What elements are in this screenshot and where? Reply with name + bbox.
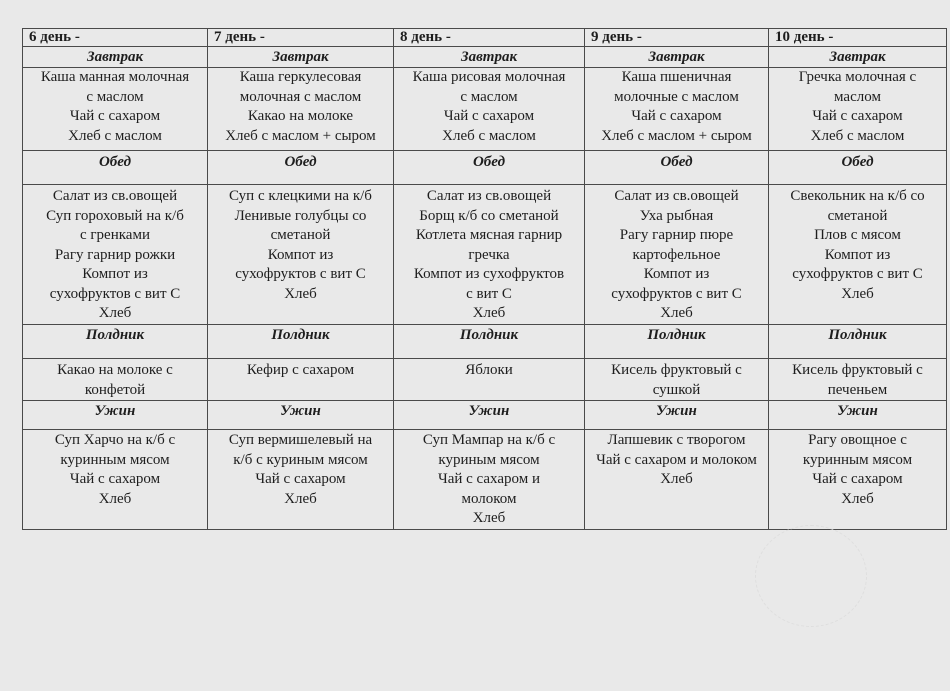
- menu-item: Ленивые голубцы со: [234, 207, 367, 224]
- menu-item: Хлеб с маслом: [442, 127, 536, 144]
- menu-item: Чай с сахаром: [812, 471, 903, 487]
- breakfast-cell: [23, 68, 208, 151]
- dinner-title: Ужин: [585, 401, 769, 430]
- snack-cell: [208, 359, 394, 401]
- dinner-cell: [585, 430, 769, 530]
- lunch-header-row: [23, 151, 947, 185]
- snack-cell: [769, 359, 947, 401]
- menu-item: к/б с куриным мясом: [233, 451, 368, 468]
- menu-item: Чай с сахаром: [255, 471, 346, 487]
- menu-item: Борщ к/б со сметаной: [419, 207, 559, 224]
- menu-item: Хлеб с маслом + сыром: [601, 127, 752, 144]
- menu-item: Компот из: [643, 266, 710, 282]
- dinner-title: Ужин: [208, 401, 394, 430]
- menu-item: Каша геркулесовая: [239, 69, 362, 85]
- menu-item: Рагу гарнир пюре: [619, 227, 734, 243]
- dinner-title: Ужин: [23, 401, 208, 430]
- menu-item: маслом: [834, 88, 881, 105]
- snack-cell: [23, 359, 208, 401]
- faint-stamp-mark: [755, 525, 867, 627]
- dinner-cell: [769, 430, 947, 530]
- menu-item: Каша пшеничная: [621, 69, 732, 85]
- menu-item: Суп вермишелевый на: [228, 432, 373, 448]
- breakfast-cell: [208, 68, 394, 151]
- menu-item: Компот из сухофруктов: [413, 266, 565, 282]
- snack-title: Полдник: [23, 325, 208, 359]
- menu-item: сухофруктов с вит С: [792, 266, 923, 282]
- snack-title: Полдник: [208, 325, 394, 359]
- day-label: 7 день -: [208, 29, 394, 47]
- menu-item: Хлеб с маслом + сыром: [225, 127, 376, 144]
- menu-item: Хлеб: [98, 490, 132, 507]
- menu-item: сметаной: [270, 227, 331, 243]
- menu-item: Чай с сахаром: [812, 108, 903, 124]
- lunch-cell: [585, 185, 769, 325]
- menu-item: куриным мясом: [438, 451, 540, 468]
- lunch-title: Обед: [769, 151, 947, 185]
- breakfast-cell: [394, 68, 585, 151]
- day-label: 9 день -: [585, 29, 769, 47]
- dinner-cell: [394, 430, 585, 530]
- breakfast-items-row: [23, 68, 947, 151]
- dinner-header-row: [23, 401, 947, 430]
- menu-item: Каша рисовая молочная: [412, 69, 566, 85]
- menu-item: Салат из св.овощей: [614, 188, 739, 204]
- menu-item: Кисель фруктовый с: [611, 362, 742, 378]
- breakfast-header-row: [23, 47, 947, 68]
- day-label: 8 день -: [394, 29, 585, 47]
- menu-item: с вит С: [466, 285, 512, 302]
- menu-item: Кисель фруктовый с: [792, 362, 923, 378]
- breakfast-title: Завтрак: [23, 47, 208, 68]
- menu-item: картофельное: [632, 246, 721, 263]
- menu-item: сухофруктов с вит С: [235, 266, 366, 282]
- snack-title: Полдник: [394, 325, 585, 359]
- menu-item: Суп Харчо на к/б с: [54, 432, 176, 448]
- day-label: 6 день -: [23, 29, 208, 47]
- menu-item: печеньем: [827, 381, 888, 398]
- lunch-cell: [769, 185, 947, 325]
- day-label: 10 день -: [769, 29, 947, 47]
- snack-title: Полдник: [585, 325, 769, 359]
- breakfast-title: Завтрак: [208, 47, 394, 68]
- lunch-items-row: [23, 185, 947, 325]
- breakfast-title: Завтрак: [394, 47, 585, 68]
- menu-item: Хлеб: [660, 305, 693, 321]
- menu-item: Хлеб с маслом: [68, 127, 162, 144]
- menu-item: Компот из: [267, 246, 334, 263]
- menu-item: Суп гороховый на к/б: [46, 207, 184, 224]
- menu-item: куринным мясом: [802, 451, 913, 468]
- dinner-title: Ужин: [394, 401, 585, 430]
- menu-item: Компот из: [82, 266, 148, 282]
- dinner-cell: [23, 430, 208, 530]
- menu-item: Хлеб: [472, 305, 506, 321]
- menu-item: Котлета мясная гарнир: [415, 227, 563, 243]
- menu-item: Каша манная молочная: [40, 69, 190, 85]
- menu-item: Лапшевик с творогом: [607, 432, 746, 448]
- menu-item: Хлеб: [98, 305, 132, 321]
- menu-item: Хлеб: [472, 510, 506, 526]
- menu-item: Рагу овощное с: [808, 432, 907, 448]
- menu-item: молоком: [461, 490, 517, 507]
- menu-item: конфетой: [84, 381, 146, 398]
- menu-item: Хлеб: [284, 490, 317, 507]
- menu-item: Уха рыбная: [639, 207, 714, 224]
- menu-item: куринным мясом: [60, 451, 170, 468]
- dinner-cell: [208, 430, 394, 530]
- snack-cell: [585, 359, 769, 401]
- breakfast-cell: [585, 68, 769, 151]
- menu-item: сухофруктов с вит С: [49, 285, 181, 302]
- menu-item: молочная с маслом: [239, 88, 362, 105]
- menu-item: Компот из: [824, 246, 891, 263]
- lunch-title: Обед: [23, 151, 208, 185]
- menu-item: Кефир с сахаром: [246, 362, 355, 378]
- menu-item: Салат из св.овощей: [426, 188, 552, 204]
- lunch-cell: [208, 185, 394, 325]
- menu-item: сушкой: [652, 381, 701, 398]
- menu-item: Хлеб: [284, 285, 317, 302]
- snack-cell: [394, 359, 585, 401]
- menu-item: Хлеб: [841, 490, 874, 507]
- snack-header-row: [23, 325, 947, 359]
- lunch-cell: [394, 185, 585, 325]
- menu-item: Хлеб с маслом: [810, 127, 905, 144]
- lunch-cell: [23, 185, 208, 325]
- menu-item: гречка: [468, 246, 510, 263]
- lunch-title: Обед: [394, 151, 585, 185]
- menu-item: Какао на молоке с: [57, 362, 173, 378]
- menu-item: с маслом: [460, 88, 518, 105]
- menu-item: Хлеб: [841, 285, 874, 302]
- dinner-title: Ужин: [769, 401, 947, 430]
- breakfast-title: Завтрак: [585, 47, 769, 68]
- breakfast-title: Завтрак: [769, 47, 947, 68]
- day-header-row: [23, 29, 947, 47]
- menu-item: Чай с сахаром: [631, 108, 722, 124]
- menu-item: Чай с сахаром: [69, 471, 161, 487]
- menu-item: Какао на молоке: [247, 108, 354, 124]
- menu-item: Чай с сахаром и молоком: [596, 451, 757, 468]
- menu-item: Хлеб: [660, 471, 693, 487]
- menu-item: Гречка молочная с: [798, 69, 917, 85]
- menu-item: сухофруктов с вит С: [611, 285, 742, 302]
- menu-item: Рагу гарнир рожки: [54, 246, 176, 263]
- menu-item: Суп с клецкими на к/б: [229, 188, 372, 204]
- menu-item: Салат из св.овощей: [52, 188, 178, 204]
- dinner-items-row: [23, 430, 947, 530]
- menu-item: Плов с мясом: [814, 227, 901, 243]
- menu-item: Чай с сахаром: [443, 108, 535, 124]
- menu-item: сметаной: [827, 207, 888, 224]
- menu-item: Чай с сахаром и: [437, 471, 541, 487]
- menu-item: Суп Мампар на к/б с: [422, 432, 556, 448]
- snack-title: Полдник: [769, 325, 947, 359]
- snack-items-row: [23, 359, 947, 401]
- lunch-title: Обед: [208, 151, 394, 185]
- menu-item: молочные с маслом: [614, 88, 739, 105]
- breakfast-cell: [769, 68, 947, 151]
- menu-item: с маслом: [86, 88, 144, 105]
- menu-item: Чай с сахаром: [69, 108, 161, 124]
- menu-item: с гренками: [80, 227, 150, 243]
- menu-table: [22, 28, 947, 530]
- lunch-title: Обед: [585, 151, 769, 185]
- menu-item: Свекольник на к/б со: [790, 188, 925, 204]
- menu-item: Яблоки: [465, 362, 513, 378]
